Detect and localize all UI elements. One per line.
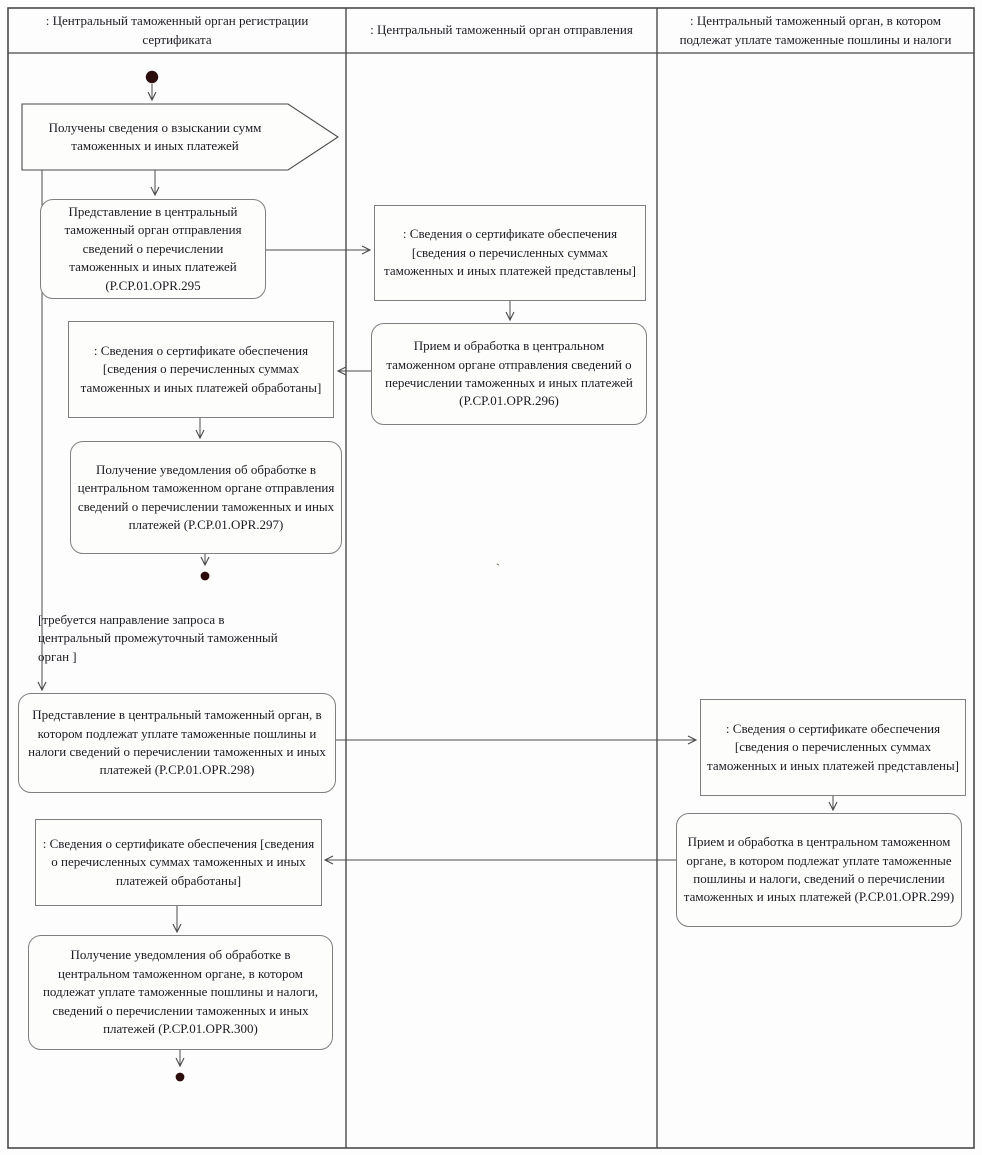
object-node-cert-presented-pay bbox=[700, 699, 966, 796]
action-node-296 bbox=[371, 323, 647, 425]
swimlane-header-departure bbox=[346, 8, 657, 53]
swimlane-header-registration bbox=[8, 8, 346, 53]
object-label: : Сведения о сертификате обеспечения [сведения о перечисленных суммах таможенных и иных платежей обработаны] bbox=[42, 835, 315, 888]
object-label: : Сведения о сертификате обеспечения [сведения о перечисленных суммах таможенных и иных платежей представлены] bbox=[383, 226, 636, 279]
stray-mark: ` bbox=[496, 561, 500, 575]
final-node-1 bbox=[198, 569, 212, 583]
action-label: Прием и обработка в центральном таможенном органе, в котором подлежат уплате таможенные пошлины и налоги, сведений о перечислении таможенных и иных платежей (P.CP.01.OPR.299) bbox=[683, 834, 955, 905]
action-node-300 bbox=[28, 935, 333, 1050]
action-label: Получение уведомления об обработке в центральном таможенном органе отправления сведений о перечислении таможенных и иных платежей (P.CP.01.OPR.297) bbox=[77, 461, 335, 532]
guard-text: [требуется направление запроса в центральный промежуточный таможенный орган ] bbox=[38, 612, 278, 664]
object-node-cert-processed-dep bbox=[68, 321, 334, 418]
action-node-298 bbox=[18, 693, 336, 793]
action-node-299 bbox=[676, 813, 962, 927]
swimlane-title: : Центральный таможенный орган отправления bbox=[370, 22, 633, 38]
final-node-2 bbox=[173, 1070, 187, 1084]
action-label: Получение уведомления об обработке в центральном таможенном органе, в котором подлежат уплате таможенные пошлины и налоги, сведений о перечислении таможенных и иных платежей (P.CP.01.OPR.300) bbox=[42, 947, 319, 1037]
action-label: Прием и обработка в центральном таможенном органе отправления сведений о перечислении таможенных и иных платежей (P.CP.01.OPR.296) bbox=[385, 338, 633, 409]
object-node-cert-processed-pay bbox=[35, 819, 322, 906]
object-node-cert-presented-dep bbox=[374, 205, 646, 301]
initial-node bbox=[146, 71, 158, 83]
object-label: : Сведения о сертификате обеспечения [сведения о перечисленных суммах таможенных и иных платежей представлены] bbox=[707, 720, 960, 773]
action-node-295 bbox=[40, 199, 266, 299]
object-label: : Сведения о сертификате обеспечения [сведения о перечисленных суммах таможенных и иных платежей обработаны] bbox=[80, 342, 322, 395]
guard-note bbox=[38, 611, 290, 666]
action-label: Представление в центральный таможенный орган, в котором подлежат уплате таможенные пошлины и налоги сведений о перечислении таможенных и иных платежей (P.CP.01.OPR.298) bbox=[28, 707, 326, 778]
action-label: Представление в центральный таможенный орган отправления сведений о перечислении таможенных и иных платежей (P.CP.01.OPR.295 bbox=[64, 203, 242, 293]
signal-text: Получены сведения о взыскании сумм таможенных и иных платежей bbox=[48, 119, 262, 153]
signal-node-label bbox=[24, 106, 286, 168]
swimlane-header-payment bbox=[657, 8, 974, 53]
swimlane-title: : Центральный таможенный орган регистрации сертификата bbox=[45, 13, 309, 47]
swimlane-title: : Центральный таможенный орган, в котором подлежат уплате таможенные пошлины и налоги bbox=[679, 13, 952, 47]
action-node-297 bbox=[70, 441, 342, 554]
